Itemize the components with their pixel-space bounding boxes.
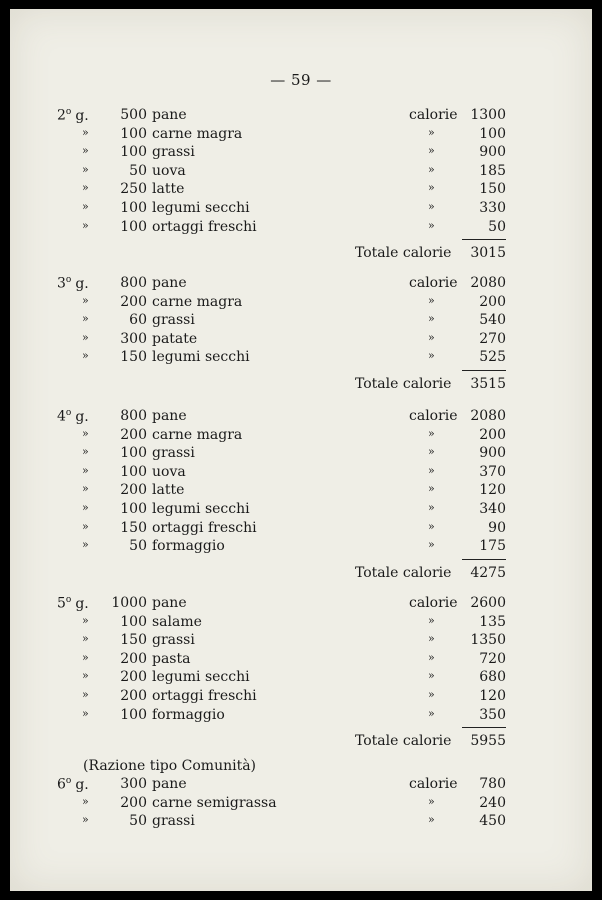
ditto-mark: »: [82, 650, 89, 664]
ditto-mark: »: [428, 463, 435, 477]
calorie-value: 680: [479, 669, 506, 686]
table-row: [10, 349, 592, 368]
table-row: [10, 651, 592, 670]
ditto-mark: »: [82, 538, 89, 552]
quantity: 100: [120, 463, 147, 480]
table-row: [10, 501, 592, 520]
table-row: [10, 669, 592, 688]
calorie-value: 135: [479, 613, 506, 630]
quantity: 300: [120, 330, 147, 347]
table-row: [10, 312, 592, 331]
calorie-value: 720: [479, 650, 506, 667]
table-row: [10, 464, 592, 483]
table-row: [10, 200, 592, 219]
calorie-value: 1350: [470, 632, 506, 649]
quantity: 200: [120, 650, 147, 667]
day-ordinal: o: [65, 107, 72, 117]
quantity: 60: [129, 312, 147, 329]
quantity: 100: [120, 445, 147, 462]
total-label: Totale calorie: [355, 245, 452, 262]
total-rule: [10, 368, 592, 376]
quantity: 50: [129, 538, 147, 555]
table-row: [10, 520, 592, 539]
table-row: [10, 632, 592, 651]
table-row: [10, 275, 592, 294]
calorie-value: 100: [479, 125, 506, 142]
quantity: 200: [120, 794, 147, 811]
food-name: pane: [152, 776, 187, 792]
table-row: [10, 219, 592, 238]
ditto-mark: »: [82, 218, 89, 232]
ditto-mark: »: [82, 463, 89, 477]
day-label: [57, 595, 89, 612]
quantity: 200: [120, 669, 147, 686]
ditto-mark: »: [82, 293, 89, 307]
food-name: legumi secchi: [152, 669, 250, 686]
calorie-value: 200: [479, 426, 506, 443]
total-rule: [10, 725, 592, 733]
ditto-mark: »: [428, 293, 435, 307]
total-label: Totale calorie: [355, 375, 452, 392]
table-row: [10, 707, 592, 726]
food-name: formaggio: [152, 538, 225, 555]
food-name: uova: [152, 463, 186, 480]
calorie-value: 1300: [470, 107, 506, 123]
calorie-value: 120: [479, 687, 506, 704]
food-name: carne magra: [152, 426, 243, 443]
ditto-mark: »: [428, 330, 435, 344]
ditto-mark: »: [82, 330, 89, 344]
calorie-value: 370: [479, 463, 506, 480]
food-name: grassi: [152, 312, 195, 329]
day-label: [57, 408, 89, 425]
food-name: grassi: [152, 632, 195, 649]
food-name: grassi: [152, 144, 195, 161]
day-block: [10, 107, 592, 267]
ditto-mark: »: [428, 125, 435, 139]
quantity: 50: [129, 813, 147, 830]
calorie-value: 2080: [470, 275, 506, 291]
ditto-mark: »: [82, 349, 89, 363]
ration-note: (Razione tipo Comunità): [83, 758, 257, 774]
quantity: 300: [120, 776, 147, 792]
quantity: 200: [120, 482, 147, 499]
day-label: [57, 275, 89, 292]
total-value: 3515: [470, 375, 506, 392]
quantity: 150: [120, 519, 147, 536]
food-name: pane: [152, 275, 187, 291]
ditto-mark: »: [428, 706, 435, 720]
ditto-mark: »: [428, 669, 435, 683]
calorie-value: 340: [479, 500, 506, 517]
day-block: [10, 408, 592, 587]
day-label: [57, 107, 89, 124]
quantity: 200: [120, 687, 147, 704]
ditto-mark: »: [82, 813, 89, 827]
ditto-mark: »: [82, 426, 89, 440]
table-row: [10, 482, 592, 501]
day-number: 3: [57, 275, 66, 292]
ditto-mark: »: [82, 632, 89, 646]
table-row: [10, 595, 592, 614]
calorie-value: 90: [488, 519, 506, 536]
food-name: pane: [152, 408, 187, 424]
ditto-mark: »: [82, 482, 89, 496]
ditto-mark: »: [428, 538, 435, 552]
ditto-mark: »: [82, 181, 89, 195]
calorie-value: 350: [479, 706, 506, 723]
calorie-value: 900: [479, 144, 506, 161]
day-block: [10, 275, 592, 398]
calorie-value: 780: [479, 776, 506, 792]
food-name: pane: [152, 595, 187, 611]
food-name: ortaggi freschi: [152, 218, 257, 235]
total-row: [10, 376, 592, 398]
day-block: [10, 776, 592, 832]
table-row: [10, 126, 592, 145]
food-name: uova: [152, 162, 186, 179]
food-name: legumi secchi: [152, 500, 250, 517]
quantity: 500: [120, 107, 147, 123]
food-name: carne semigrassa: [152, 794, 277, 811]
calorie-value: 2080: [470, 408, 506, 424]
day-block: [10, 595, 592, 755]
ditto-mark: »: [428, 813, 435, 827]
quantity: 100: [120, 144, 147, 161]
total-row: [10, 245, 592, 267]
ditto-mark: »: [82, 794, 89, 808]
table-row: [10, 813, 592, 832]
ditto-mark: »: [428, 218, 435, 232]
quantity: 100: [120, 199, 147, 216]
table-row: [10, 688, 592, 707]
ditto-mark: »: [428, 650, 435, 664]
day-label: [57, 776, 89, 793]
ditto-mark: »: [82, 312, 89, 326]
ditto-mark: »: [428, 482, 435, 496]
table-row: [10, 427, 592, 446]
table-row: [10, 776, 592, 795]
quantity: 250: [120, 181, 147, 198]
food-name: ortaggi freschi: [152, 519, 257, 536]
food-name: pasta: [152, 650, 191, 667]
food-name: latte: [152, 181, 185, 198]
ditto-mark: »: [82, 687, 89, 701]
day-ordinal: o: [65, 408, 72, 418]
calorie-value: 525: [479, 349, 506, 366]
food-name: grassi: [152, 445, 195, 462]
unit-label: calorie: [409, 107, 458, 123]
table-row: [10, 294, 592, 313]
table-row: [10, 795, 592, 814]
total-rule: [10, 557, 592, 565]
document-page: [10, 9, 592, 891]
unit-label: calorie: [409, 408, 458, 424]
food-name: formaggio: [152, 706, 225, 723]
ditto-mark: »: [428, 500, 435, 514]
food-name: latte: [152, 482, 185, 499]
day-abbrev: g.: [75, 595, 89, 612]
calorie-value: 150: [479, 181, 506, 198]
ditto-mark: »: [428, 519, 435, 533]
ditto-mark: »: [82, 706, 89, 720]
day-ordinal: o: [65, 275, 72, 285]
calorie-value: 2600: [470, 595, 506, 611]
unit-label: calorie: [409, 776, 458, 792]
food-name: salame: [152, 613, 202, 630]
quantity: 100: [120, 706, 147, 723]
calorie-value: 540: [479, 312, 506, 329]
quantity: 800: [120, 275, 147, 291]
table-row: [10, 107, 592, 126]
food-name: grassi: [152, 813, 195, 830]
day-abbrev: g.: [75, 107, 89, 124]
total-value: 3015: [470, 245, 506, 262]
ditto-mark: »: [428, 687, 435, 701]
quantity: 100: [120, 613, 147, 630]
table-row: [10, 181, 592, 200]
table-row: [10, 408, 592, 427]
day-abbrev: g.: [75, 408, 89, 425]
quantity: 200: [120, 293, 147, 310]
ditto-mark: »: [428, 794, 435, 808]
table-row: [10, 331, 592, 350]
ditto-mark: »: [82, 445, 89, 459]
day-number: 4: [57, 408, 66, 425]
ditto-mark: »: [428, 199, 435, 213]
quantity: 1000: [111, 595, 147, 611]
calorie-value: 900: [479, 445, 506, 462]
table-row: [10, 538, 592, 557]
ditto-mark: »: [428, 445, 435, 459]
quantity: 200: [120, 426, 147, 443]
quantity: 100: [120, 218, 147, 235]
ditto-mark: »: [82, 125, 89, 139]
quantity: 100: [120, 125, 147, 142]
ditto-mark: »: [82, 500, 89, 514]
day-number: 6: [57, 776, 66, 793]
total-label: Totale calorie: [355, 733, 452, 750]
food-name: carne magra: [152, 125, 243, 142]
page-number: — 59 —: [270, 71, 332, 89]
table-row: [10, 144, 592, 163]
ditto-mark: »: [428, 613, 435, 627]
ditto-mark: »: [428, 144, 435, 158]
total-row: [10, 565, 592, 587]
day-abbrev: g.: [75, 776, 89, 793]
calorie-value: 330: [479, 199, 506, 216]
ditto-mark: »: [82, 199, 89, 213]
day-abbrev: g.: [75, 275, 89, 292]
ditto-mark: »: [428, 349, 435, 363]
calorie-value: 450: [479, 813, 506, 830]
total-label: Totale calorie: [355, 564, 452, 581]
quantity: 800: [120, 408, 147, 424]
table-row: [10, 614, 592, 633]
day-ordinal: o: [65, 595, 72, 605]
calorie-value: 50: [488, 218, 506, 235]
calorie-value: 120: [479, 482, 506, 499]
food-name: ortaggi freschi: [152, 687, 257, 704]
ditto-mark: »: [82, 519, 89, 533]
total-value: 4275: [470, 564, 506, 581]
day-number: 5: [57, 595, 66, 612]
calorie-value: 185: [479, 162, 506, 179]
ditto-mark: »: [82, 613, 89, 627]
food-name: patate: [152, 330, 198, 347]
calorie-value: 175: [479, 538, 506, 555]
ditto-mark: »: [428, 162, 435, 176]
total-rule: [10, 237, 592, 245]
day-ordinal: o: [65, 776, 72, 786]
ditto-mark: »: [82, 162, 89, 176]
ditto-mark: »: [428, 181, 435, 195]
food-name: legumi secchi: [152, 199, 250, 216]
quantity: 150: [120, 349, 147, 366]
calorie-value: 200: [479, 293, 506, 310]
quantity: 100: [120, 500, 147, 517]
calorie-value: 240: [479, 794, 506, 811]
total-value: 5955: [470, 733, 506, 750]
ditto-mark: »: [82, 144, 89, 158]
ditto-mark: »: [428, 632, 435, 646]
food-name: carne magra: [152, 293, 243, 310]
quantity: 50: [129, 162, 147, 179]
ditto-mark: »: [428, 312, 435, 326]
unit-label: calorie: [409, 595, 458, 611]
day-number: 2: [57, 107, 66, 124]
ditto-mark: »: [428, 426, 435, 440]
calorie-value: 270: [479, 330, 506, 347]
table-row: [10, 163, 592, 182]
quantity: 150: [120, 632, 147, 649]
total-row: [10, 733, 592, 755]
table-row: [10, 445, 592, 464]
food-name: pane: [152, 107, 187, 123]
unit-label: calorie: [409, 275, 458, 291]
ditto-mark: »: [82, 669, 89, 683]
food-name: legumi secchi: [152, 349, 250, 366]
